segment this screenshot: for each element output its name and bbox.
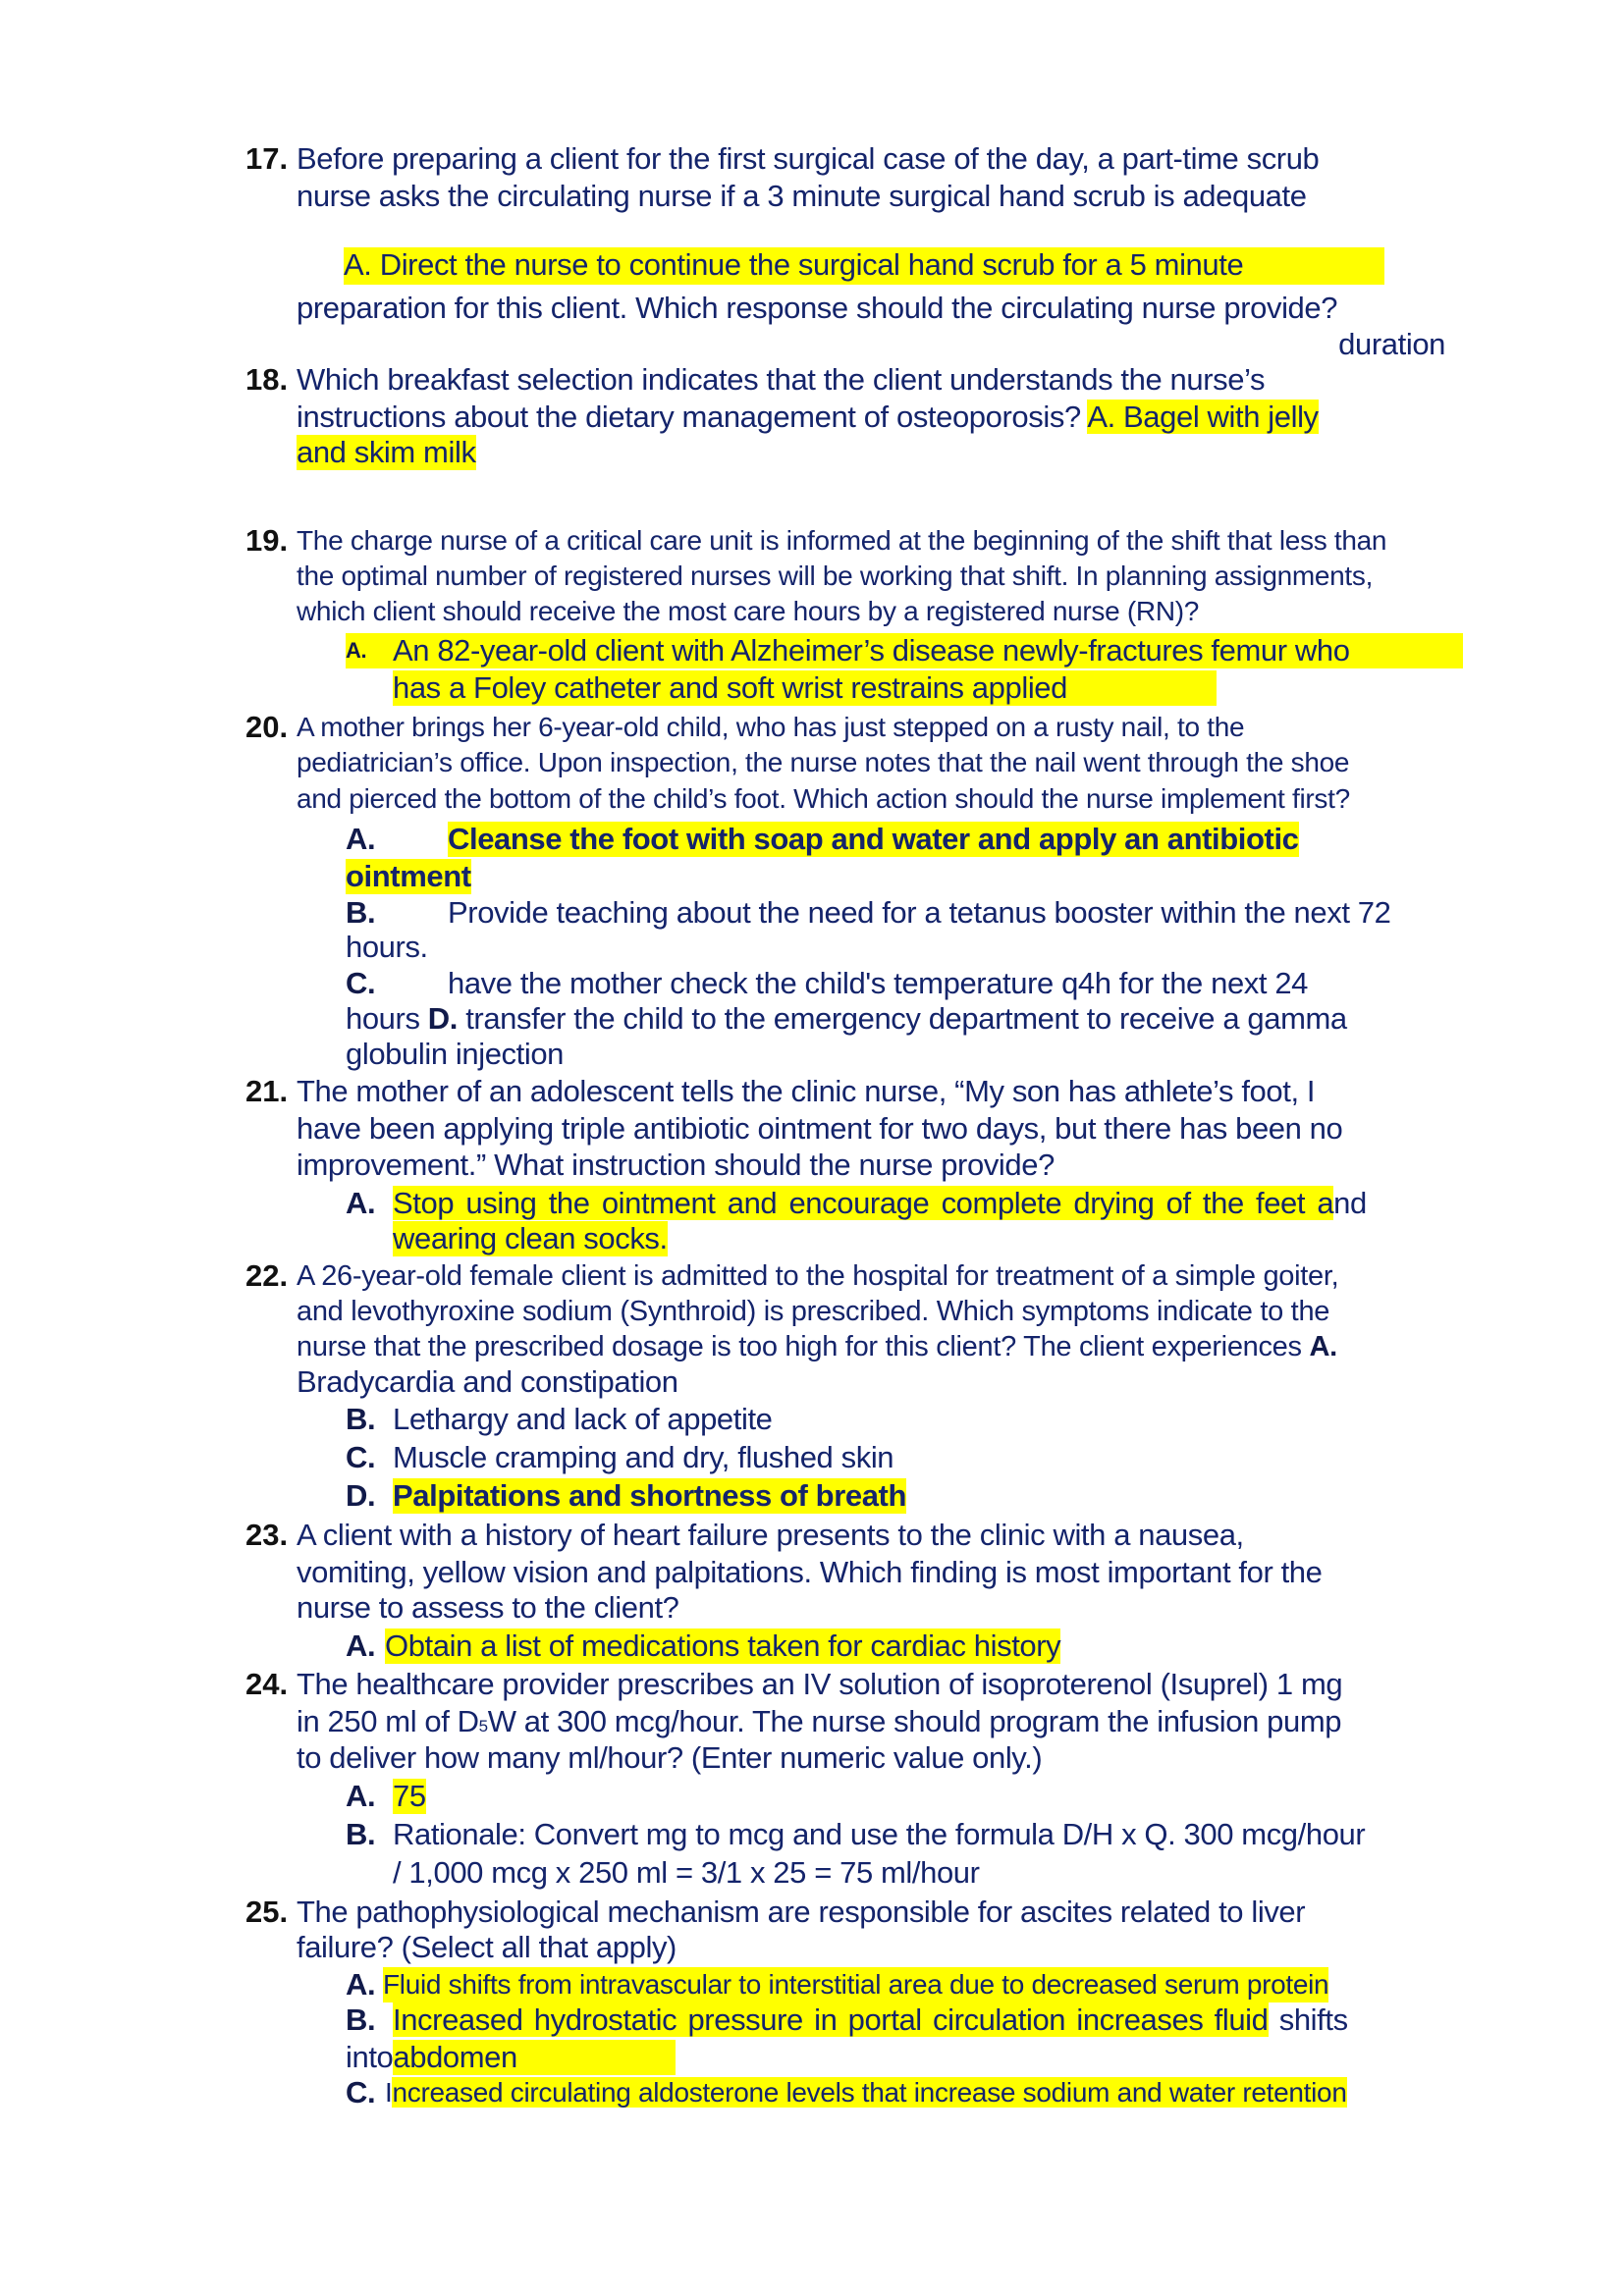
question-text: A mother brings her 6-year-old child, who has just stepped on a rusty nail, to the (297, 712, 1245, 742)
subscript: 5 (478, 1717, 488, 1735)
option-letter: D. (427, 1001, 458, 1036)
question-text: have been applying triple antibiotic ointment for two days, but there has been no (297, 1111, 1343, 1146)
question-text: vomiting, yellow vision and palpitations. Which finding is most important for the (297, 1555, 1323, 1589)
question-line (297, 1331, 1337, 1362)
question-number: 21. (245, 1074, 289, 1108)
highlighted-answer: 75 (393, 1779, 426, 1813)
option-line (385, 2075, 1347, 2110)
option-letter: A. (346, 822, 376, 856)
option-text: transfer the child to the emergency department to receive a gamma (465, 1001, 1347, 1036)
question-text: failure? (Select all that apply) (297, 1930, 677, 1964)
question-text: The charge nurse of a critical care unit is informed at the beginning of the shift that less than (297, 525, 1387, 556)
option-letter: A. (346, 1779, 376, 1813)
question-text: to deliver how many ml/hour? (Enter numeric value only.) (297, 1740, 1043, 1775)
question-text: A client with a history of heart failure presents to the clinic with a nausea, (297, 1518, 1244, 1552)
option-letter: A. (346, 633, 393, 668)
option-text: Provide teaching about the need for a tetanus booster within the next 72 (448, 895, 1391, 930)
option-text: I (385, 2077, 393, 2108)
option-text: shifts (1268, 2002, 1348, 2037)
option-letter: A. (346, 1967, 376, 2002)
option-text: Lethargy and lack of appetite (393, 1402, 773, 1436)
option-text: nd (1333, 1186, 1367, 1220)
option-letter: C. (346, 1440, 376, 1474)
highlighted-answer: abdomen (393, 2040, 676, 2075)
question-line (297, 1704, 1341, 1744)
option-text: Bradycardia and constipation (297, 1364, 678, 1399)
highlighted-answer: An 82-year-old client with Alzheimer’s disease newly-fractures femur who (393, 633, 1463, 668)
highlighted-answer: ncreased circulating aldosterone levels that increase sodium and water retention (392, 2077, 1347, 2108)
question-text: instructions about the dietary management of osteoporosis? (297, 400, 1081, 434)
option-text: globulin injection (346, 1037, 565, 1071)
option-letter: C. (346, 966, 376, 1000)
highlighted-answer: Obtain a list of medications taken for cardiac history (385, 1629, 1061, 1663)
option-letter: D. (346, 1478, 376, 1513)
highlighted-answer: Palpitations and shortness of breath (393, 1478, 907, 1513)
question-number: 19. (245, 523, 289, 558)
question-text: in 250 ml of D (297, 1704, 479, 1738)
question-text: duration (1338, 327, 1445, 361)
highlighted-answer: wearing clean socks. (393, 1221, 668, 1255)
question-number: 23. (245, 1518, 289, 1552)
question-text: A 26-year-old female client is admitted to the hospital for treatment of a simple goiter, (297, 1260, 1339, 1292)
question-number: 25. (245, 1895, 289, 1929)
highlighted-answer: Stop using the ointment and encourage complete drying of the feet a (393, 1186, 1334, 1220)
highlighted-answer: ointment (346, 859, 471, 893)
question-text: nurse that the prescribed dosage is too high for this client? The client experiences (297, 1331, 1302, 1362)
option-letter: B. (346, 1817, 376, 1851)
question-text: Which breakfast selection indicates that the client understands the nurse’s (297, 362, 1266, 397)
question-number: 24. (245, 1667, 289, 1701)
highlighted-answer: A. Bagel with jelly (1087, 400, 1319, 434)
option-line (346, 2040, 676, 2075)
option-text: hours (346, 1001, 420, 1036)
question-text: and levothyroxine sodium (Synthroid) is prescribed. Which symptoms indicate to the (297, 1296, 1330, 1327)
question-text: the optimal number of registered nurses will be working that shift. In planning assignments, (297, 561, 1374, 591)
option-text: Muscle cramping and dry, flushed skin (393, 1440, 894, 1474)
question-text: and pierced the bottom of the child’s foot. Which action should the nurse implement first? (297, 783, 1350, 814)
highlighted-answer: Increased hydrostatic pressure in portal circulation increases fluid (393, 2002, 1269, 2037)
highlighted-answer: has a Foley catheter and soft wrist restrains applied (393, 670, 1217, 706)
option-text: into (346, 2040, 394, 2074)
question-text: Before preparing a client for the first surgical case of the day, a part-time scrub (297, 141, 1320, 176)
question-text: The mother of an adolescent tells the clinic nurse, “My son has athlete’s foot, I (297, 1074, 1316, 1108)
option-letter: A. (346, 1629, 376, 1663)
question-line (297, 400, 1319, 435)
option-letter: B. (346, 895, 376, 930)
question-text: pediatrician’s office. Upon inspection, the nurse notes that the nail went through the shoe (297, 747, 1350, 777)
option-text: hours. (346, 930, 428, 964)
option-line (346, 1001, 1347, 1037)
option-letter: B. (346, 1402, 376, 1436)
question-text: W at 300 mcg/hour. The nurse should program the infusion pump (487, 1704, 1342, 1738)
question-text: nurse to assess to the client? (297, 1590, 679, 1625)
option-line (393, 2002, 1348, 2038)
question-number: 17. (245, 141, 289, 176)
question-number: 22. (245, 1258, 289, 1293)
question-text: nurse asks the circulating nurse if a 3 minute surgical hand scrub is adequate (297, 179, 1307, 213)
option-text: / 1,000 mcg x 250 ml = 3/1 x 25 = 75 ml/hour (393, 1855, 980, 1890)
highlighted-answer: Fluid shifts from intravascular to interstitial area due to decreased serum protein (383, 1967, 1328, 2002)
question-text: improvement.” What instruction should the nurse provide? (297, 1148, 1055, 1182)
question-text: The healthcare provider prescribes an IV solution of isoproterenol (Isuprel) 1 mg (297, 1667, 1343, 1701)
option-letter: A. (1309, 1331, 1337, 1362)
option-text: Rationale: Convert mg to mcg and use the formula D/H x Q. 300 mcg/hour (393, 1817, 1366, 1851)
question-text: which client should receive the most care hours by a registered nurse (RN)? (297, 596, 1200, 626)
question-text: The pathophysiological mechanism are responsible for ascites related to liver (297, 1895, 1306, 1929)
option-text: have the mother check the child's temperature q4h for the next 24 (448, 966, 1308, 1000)
option-line (393, 1186, 1367, 1221)
highlighted-answer: and skim milk (297, 435, 476, 469)
question-text: preparation for this client. Which response should the circulating nurse provide? (297, 291, 1338, 325)
highlighted-answer: Cleanse the foot with soap and water and apply an antibiotic (448, 822, 1299, 856)
question-number: 20. (245, 710, 289, 744)
question-number: 18. (245, 362, 289, 397)
highlighted-answer: A. Direct the nurse to continue the surgical hand scrub for a 5 minute (344, 247, 1384, 285)
option-letter: B. (346, 2002, 376, 2037)
option-letter: C. (346, 2075, 376, 2109)
option-letter: A. (346, 1186, 376, 1220)
